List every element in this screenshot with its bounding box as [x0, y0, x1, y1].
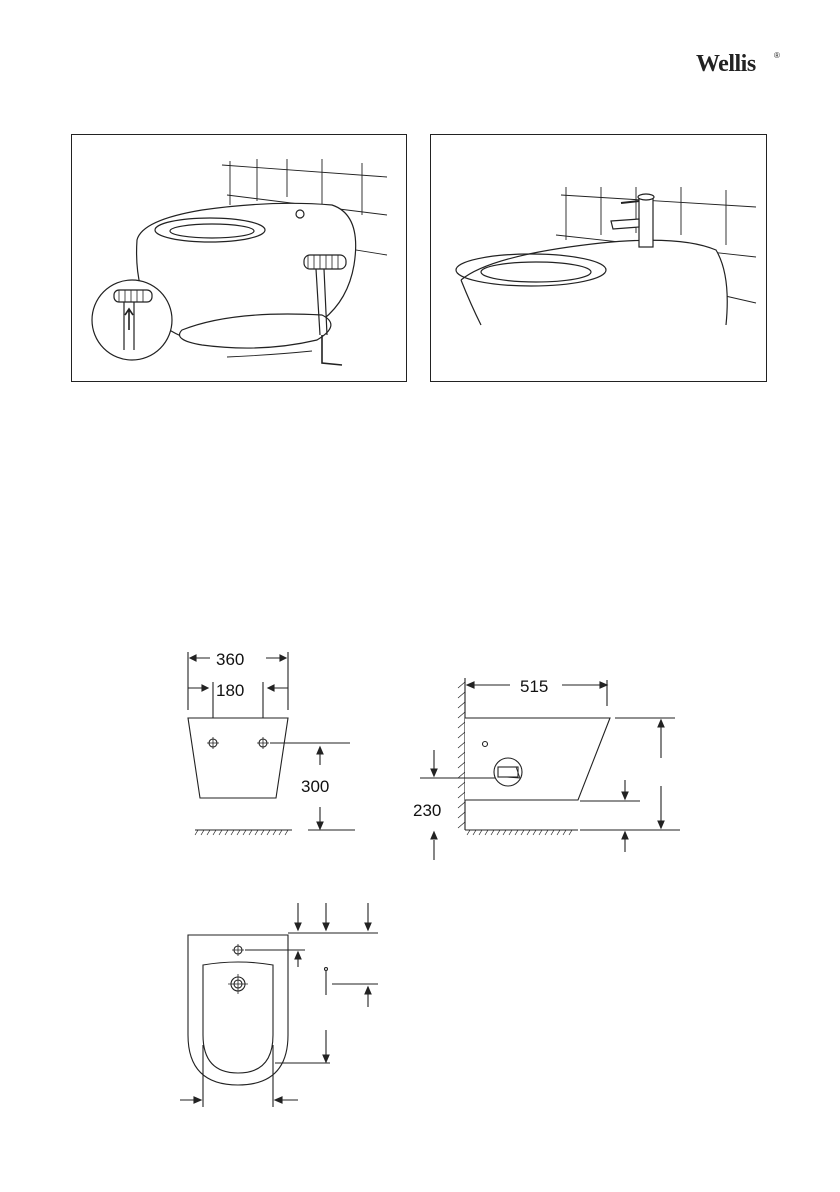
side-view-drawing [410, 668, 690, 863]
faucet-illustration [431, 135, 766, 381]
install-illustration [72, 135, 406, 381]
dim-depth: 515 [520, 677, 549, 696]
dim-front-width: 360 [216, 650, 245, 669]
front-view-drawing [180, 640, 370, 845]
dim-bolt-height: 300 [301, 777, 330, 796]
logo-text: Wellis [696, 51, 756, 77]
registered-mark: ® [774, 51, 780, 60]
brand-logo [694, 46, 804, 80]
dim-drain-height: 230 [413, 801, 442, 820]
dim-bolt-spacing: 180 [216, 681, 245, 700]
top-view-drawing [170, 895, 385, 1110]
install-illustration-panel [71, 134, 407, 382]
faucet-illustration-panel [430, 134, 767, 382]
